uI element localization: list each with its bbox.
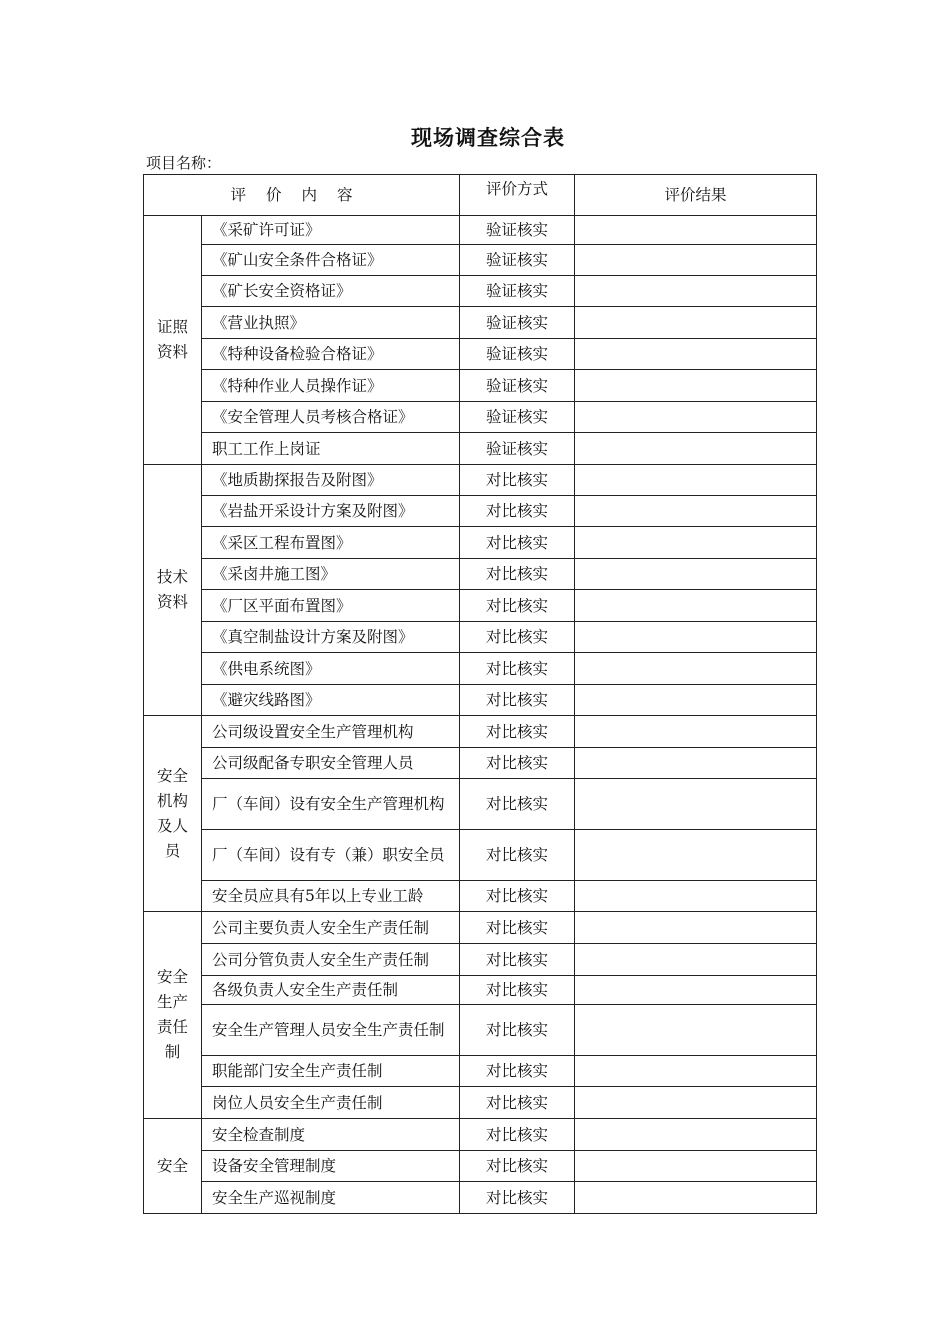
item-cell: 《安全管理人员考核合格证》	[202, 402, 460, 433]
result-cell[interactable]	[575, 779, 817, 830]
result-cell[interactable]	[575, 1056, 817, 1087]
method-cell: 对比核实	[460, 685, 575, 716]
table-row	[144, 1056, 817, 1087]
result-cell[interactable]	[575, 465, 817, 496]
table-row	[144, 245, 817, 276]
result-cell[interactable]	[575, 1087, 817, 1119]
table-row	[144, 339, 817, 370]
table-row	[144, 559, 817, 590]
method-cell: 对比核实	[460, 748, 575, 779]
table-row	[144, 748, 817, 779]
table-row	[144, 716, 817, 748]
result-cell[interactable]	[575, 559, 817, 590]
table-row	[144, 433, 817, 465]
table-row	[144, 944, 817, 976]
category-cell	[144, 716, 202, 912]
category-label: 技术资料	[156, 568, 188, 611]
item-cell: 《矿长安全资格证》	[202, 276, 460, 307]
result-cell[interactable]	[575, 1119, 817, 1151]
result-cell[interactable]	[575, 830, 817, 881]
item-cell: 《特种设备检验合格证》	[202, 339, 460, 370]
header-method: 评价方式	[460, 175, 575, 216]
result-cell[interactable]	[575, 944, 817, 976]
result-cell[interactable]	[575, 1151, 817, 1182]
result-cell[interactable]	[575, 881, 817, 912]
table-row	[144, 307, 817, 339]
table-row	[144, 527, 817, 559]
result-cell[interactable]	[575, 912, 817, 944]
item-cell: 公司级设置安全生产管理机构	[202, 716, 460, 748]
item-cell: 安全检查制度	[202, 1119, 460, 1151]
table-row	[144, 1005, 817, 1056]
result-cell[interactable]	[575, 307, 817, 339]
category-cell	[144, 465, 202, 716]
project-name-label: 项目名称：	[146, 154, 222, 172]
item-cell: 《采矿许可证》	[202, 216, 460, 245]
result-cell[interactable]	[575, 370, 817, 402]
result-cell[interactable]	[575, 216, 817, 245]
result-cell[interactable]	[575, 748, 817, 779]
method-cell: 验证核实	[460, 245, 575, 276]
result-cell[interactable]	[575, 402, 817, 433]
item-cell: 《特种作业人员操作证》	[202, 370, 460, 402]
method-cell: 对比核实	[460, 912, 575, 944]
table-row	[144, 912, 817, 944]
result-cell[interactable]	[575, 527, 817, 559]
category-label: 安全	[156, 1156, 188, 1175]
item-cell: 安全生产巡视制度	[202, 1182, 460, 1214]
method-cell: 对比核实	[460, 1056, 575, 1087]
table-row	[144, 1087, 817, 1119]
table-row	[144, 1182, 817, 1214]
result-cell[interactable]	[575, 245, 817, 276]
item-cell: 安全生产管理人员安全生产责任制	[202, 1005, 460, 1056]
method-cell: 对比核实	[460, 1119, 575, 1151]
item-cell: 《采区工程布置图》	[202, 527, 460, 559]
table-row	[144, 622, 817, 653]
table-row	[144, 216, 817, 245]
result-cell[interactable]	[575, 339, 817, 370]
table-row	[144, 1119, 817, 1151]
item-cell: 《营业执照》	[202, 307, 460, 339]
table-row	[144, 402, 817, 433]
category-cell	[144, 216, 202, 465]
item-cell: 公司分管负责人安全生产责任制	[202, 944, 460, 976]
method-cell: 对比核实	[460, 622, 575, 653]
table-row	[144, 465, 817, 496]
item-cell: 公司主要负责人安全生产责任制	[202, 912, 460, 944]
method-cell: 对比核实	[460, 527, 575, 559]
category-label: 证照资料	[156, 318, 188, 361]
method-cell: 对比核实	[460, 1182, 575, 1214]
method-cell: 验证核实	[460, 276, 575, 307]
item-cell: 《供电系统图》	[202, 653, 460, 685]
item-cell: 厂（车间）设有安全生产管理机构	[202, 779, 460, 830]
method-cell: 验证核实	[460, 307, 575, 339]
category-cell	[144, 1119, 202, 1214]
item-cell: 《采卤井施工图》	[202, 559, 460, 590]
item-cell: 职工工作上岗证	[202, 433, 460, 465]
method-cell: 对比核实	[460, 944, 575, 976]
header-result: 评价结果	[575, 175, 817, 216]
method-cell: 对比核实	[460, 779, 575, 830]
item-cell: 《岩盐开采设计方案及附图》	[202, 496, 460, 527]
method-cell: 验证核实	[460, 433, 575, 465]
method-cell: 对比核实	[460, 1005, 575, 1056]
table-row	[144, 653, 817, 685]
table-row	[144, 830, 817, 881]
table-row	[144, 881, 817, 912]
item-cell: 安全员应具有5年以上专业工龄	[202, 881, 460, 912]
item-cell: 职能部门安全生产责任制	[202, 1056, 460, 1087]
result-cell[interactable]	[575, 1005, 817, 1056]
method-cell: 验证核实	[460, 370, 575, 402]
method-cell: 验证核实	[460, 339, 575, 370]
item-cell: 公司级配备专职安全管理人员	[202, 748, 460, 779]
method-cell: 对比核实	[460, 590, 575, 622]
method-cell: 对比核实	[460, 465, 575, 496]
method-cell: 对比核实	[460, 1087, 575, 1119]
item-cell: 《厂区平面布置图》	[202, 590, 460, 622]
table-row	[144, 779, 817, 830]
result-cell[interactable]	[575, 653, 817, 685]
result-cell[interactable]	[575, 590, 817, 622]
table-row	[144, 590, 817, 622]
result-cell[interactable]	[575, 276, 817, 307]
survey-table	[143, 174, 817, 1214]
header-content: 评价内容	[144, 175, 460, 216]
result-cell[interactable]	[575, 496, 817, 527]
result-cell[interactable]	[575, 976, 817, 1005]
method-cell: 对比核实	[460, 881, 575, 912]
item-cell: 《地质勘探报告及附图》	[202, 465, 460, 496]
survey-table-body	[144, 175, 817, 1214]
method-cell: 验证核实	[460, 402, 575, 433]
table-row	[144, 1151, 817, 1182]
category-label: 安全生产责任制	[156, 968, 188, 1061]
table-row	[144, 496, 817, 527]
item-cell: 岗位人员安全生产责任制	[202, 1087, 460, 1119]
method-cell: 对比核实	[460, 496, 575, 527]
result-cell[interactable]	[575, 716, 817, 748]
method-cell: 对比核实	[460, 653, 575, 685]
result-cell[interactable]	[575, 1182, 817, 1214]
category-cell	[144, 912, 202, 1119]
item-cell: 各级负责人安全生产责任制	[202, 976, 460, 1005]
table-row	[144, 276, 817, 307]
method-cell: 对比核实	[460, 1151, 575, 1182]
method-cell: 对比核实	[460, 559, 575, 590]
method-cell: 对比核实	[460, 716, 575, 748]
result-cell[interactable]	[575, 433, 817, 465]
method-cell: 对比核实	[460, 830, 575, 881]
table-row	[144, 976, 817, 1005]
method-cell: 验证核实	[460, 216, 575, 245]
result-cell[interactable]	[575, 685, 817, 716]
table-row	[144, 370, 817, 402]
item-cell: 《避灾线路图》	[202, 685, 460, 716]
table-row	[144, 685, 817, 716]
item-cell: 《矿山安全条件合格证》	[202, 245, 460, 276]
item-cell: 《真空制盐设计方案及附图》	[202, 622, 460, 653]
method-cell: 对比核实	[460, 976, 575, 1005]
page-title: 现场调查综合表	[411, 125, 565, 150]
category-label: 安全机构及人员	[156, 766, 188, 860]
item-cell: 厂（车间）设有专（兼）职安全员	[202, 830, 460, 881]
result-cell[interactable]	[575, 622, 817, 653]
header-row	[144, 175, 817, 216]
item-cell: 设备安全管理制度	[202, 1151, 460, 1182]
